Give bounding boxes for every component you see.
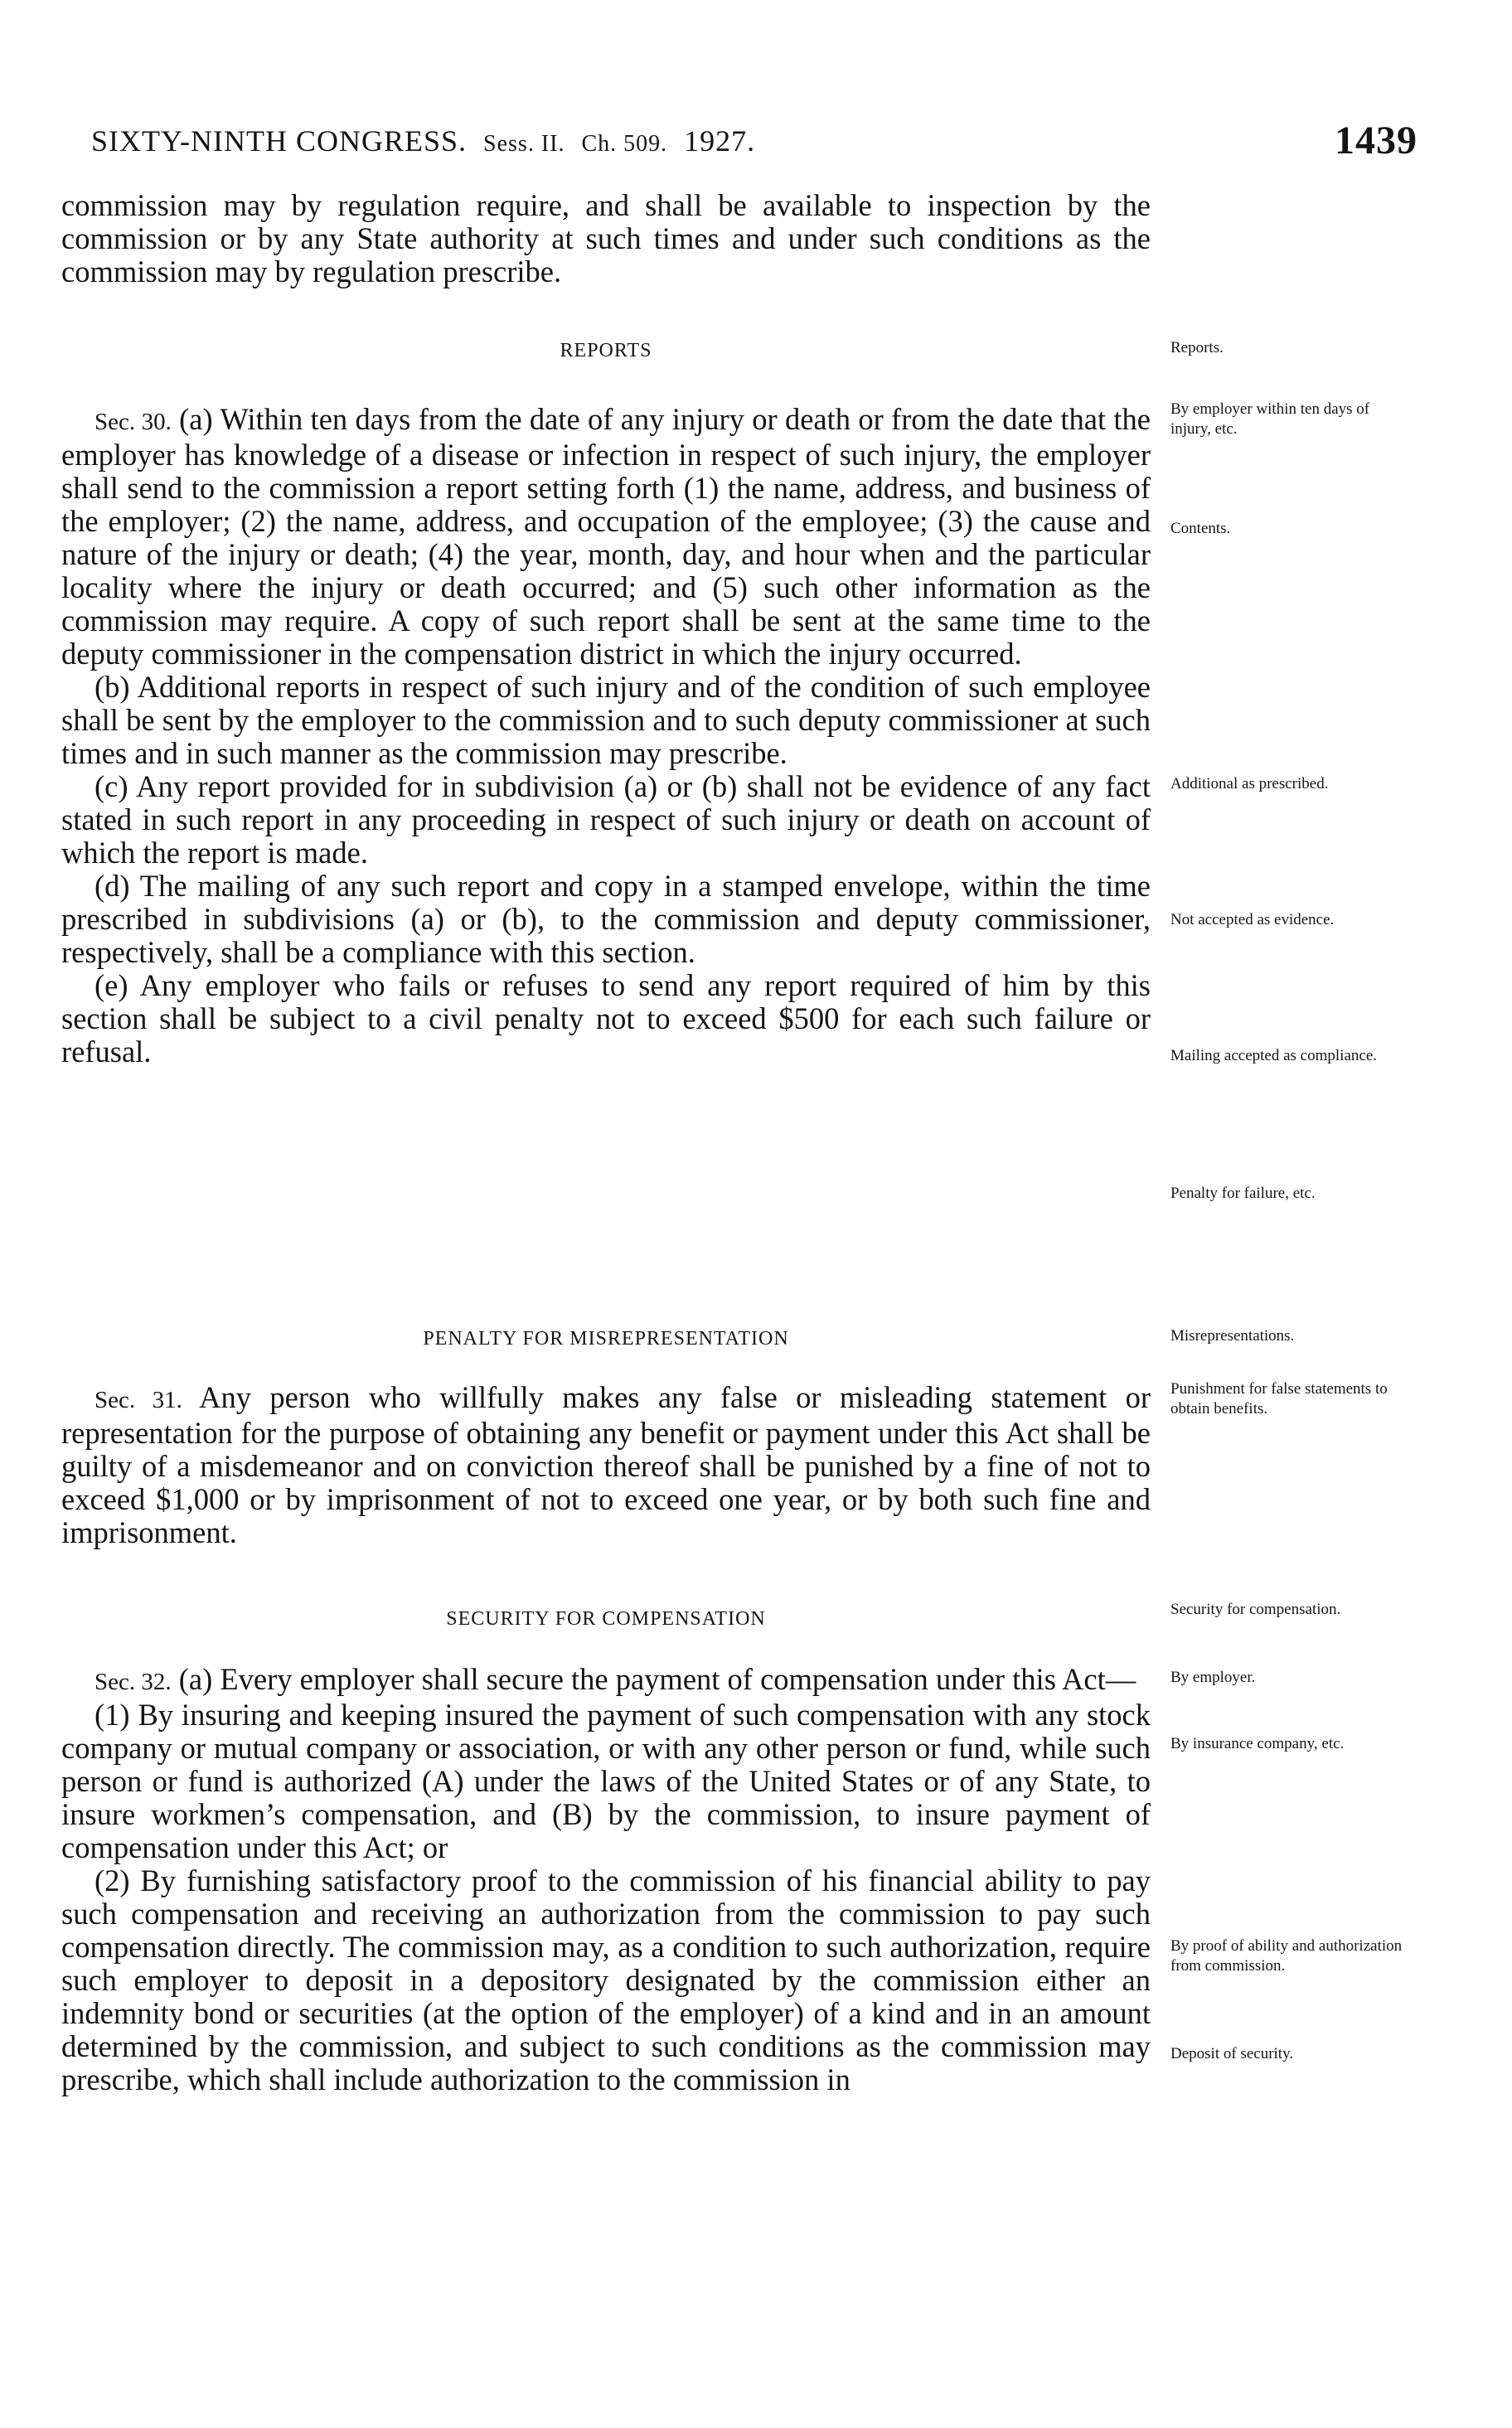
margin-note-by-proof: By proof of ability and authorization from commission. bbox=[1170, 1937, 1403, 1975]
chapter-label: Ch. 509. bbox=[581, 131, 668, 157]
section-31-block bbox=[61, 1381, 1151, 1549]
section-31-label: Sec. 31. bbox=[94, 1387, 182, 1413]
margin-note-contents: Contents. bbox=[1170, 520, 1231, 537]
section-32-block bbox=[61, 1663, 1151, 2096]
running-head bbox=[91, 116, 1418, 166]
page-number: 1439 bbox=[1335, 119, 1418, 162]
margin-note-misrepresentations: Misrepresentations. bbox=[1170, 1327, 1295, 1345]
reports-heading: REPORTS bbox=[560, 340, 652, 361]
section-30-block bbox=[61, 403, 1151, 1069]
margin-note-by-employer-within: By employer within ten days of injury, etc. bbox=[1170, 400, 1370, 438]
margin-note-reports: Reports. bbox=[1170, 339, 1224, 356]
section-32a-paragraph bbox=[61, 1663, 1151, 1699]
margin-note-additional: Additional as prescribed. bbox=[1170, 775, 1329, 792]
margin-note-penalty-failure: Penalty for failure, etc. bbox=[1170, 1185, 1316, 1202]
section-30-label: Sec. 30. bbox=[94, 409, 172, 435]
session-label: Sess. II. bbox=[483, 131, 565, 157]
congress-title: SIXTY-NINTH CONGRESS. bbox=[91, 124, 468, 158]
section-32-1-paragraph: (1) By insuring and keeping insured the payment of such compensation with any stock company or mutual company or association, or with any other person or fund, while such person or fund is authorized (A) under the laws of the United States or of any State, to insure workmen’s compensation, and (B) by the commission, to insure payment of compensation under this Act; or bbox=[61, 1698, 1151, 1864]
section-32a-text: (a) Every employer shall secure the payment of compensation under this Act— bbox=[178, 1662, 1136, 1696]
section-30e-paragraph: (e) Any employer who fails or refuses to send any report required of him by this section shall be subject to a civil penalty not to exceed $500 for each such failure or refusal. bbox=[61, 968, 1151, 1069]
section-30d-paragraph: (d) The mailing of any such report and copy in a stamped envelope, within the time prescribed in subdivisions (a) or (b), to the commission and deputy commissioner, respectively, shall be a compliance with this section. bbox=[61, 869, 1151, 969]
margin-note-mailing: Mailing accepted as compliance. bbox=[1170, 1047, 1378, 1064]
section-30b-paragraph: (b) Additional reports in respect of such injury and of the condition of such employee shall be sent by the employer to the commission and to such deputy commissioner at such times and in such manner as the commission may prescribe. bbox=[61, 670, 1151, 770]
margin-note-not-accepted: Not accepted as evidence. bbox=[1170, 911, 1335, 928]
margin-note-punishment: Punishment for false statements to obtain benefits. bbox=[1170, 1380, 1388, 1418]
running-head-text bbox=[91, 116, 755, 169]
section-31-paragraph bbox=[61, 1381, 1151, 1549]
penalty-heading: PENALTY FOR MISREPRESENTATION bbox=[423, 1328, 789, 1350]
section-31-text: Any person who willfully makes any false or misleading statement or representation for the purpose of obtaining any benefit or payment under this Act shall be guilty of a misdemeanor and on conviction thereof shall be punished by a fine of not to exceed $1,000 or by imprisonment of not to exceed one year, or by both such fine and imprisonment. bbox=[61, 1380, 1151, 1549]
security-heading: SECURITY FOR COMPENSATION bbox=[446, 1608, 766, 1630]
year-label: 1927. bbox=[684, 124, 756, 158]
margin-note-security: Security for compensation. bbox=[1170, 1601, 1341, 1618]
section-32-2-paragraph: (2) By furnishing satisfactory proof to the commission of his financial ability to pay such compensation and receiving an authorization from the commission to pay such compensation directly. The commission may, as a condition to such authorization, require such employer to deposit in a depository designated by the commission either an indemnity bond or securities (at the option of the employer) of a kind and in an amount determined by the commission, and subject to such conditions as the commission may prescribe, which shall include authorization to the commission in bbox=[61, 1863, 1151, 2096]
section-30c-paragraph: (c) Any report provided for in subdivision (a) or (b) shall not be evidence of any fact stated in such report in any proceeding in respect of such injury or death on account of which the report is made. bbox=[61, 769, 1151, 870]
margin-note-by-employer: By employer. bbox=[1170, 1669, 1256, 1686]
section-32-label: Sec. 32. bbox=[94, 1669, 172, 1695]
intro-paragraph-block bbox=[61, 189, 1151, 288]
margin-note-by-insurance: By insurance company, etc. bbox=[1170, 1735, 1345, 1752]
margin-note-deposit: Deposit of security. bbox=[1170, 2045, 1294, 2062]
section-30a-text: (a) Within ten days from the date of any injury or death or from the date that the employer has knowledge of a disease or infection in respect of such injury, the employer shall send to the commission a report setting forth (1) the name, address, and business of the employer; (2) the name, address, and occupation of the employee; (3) the cause and nature of the injury or death; (4) the year, month, day, and hour when and the particular locality where the injury or death occurred; and (5) such other information as the commission may require. A copy of such report shall be sent at the same time to the deputy commissioner in the compensation district in which the injury occurred. bbox=[61, 402, 1151, 671]
intro-paragraph: commission may by regulation require, and shall be available to inspection by the commission or by any State authority at such times and under such conditions as the commission may by regulation prescribe. bbox=[61, 188, 1151, 288]
section-30a-paragraph bbox=[61, 403, 1151, 671]
